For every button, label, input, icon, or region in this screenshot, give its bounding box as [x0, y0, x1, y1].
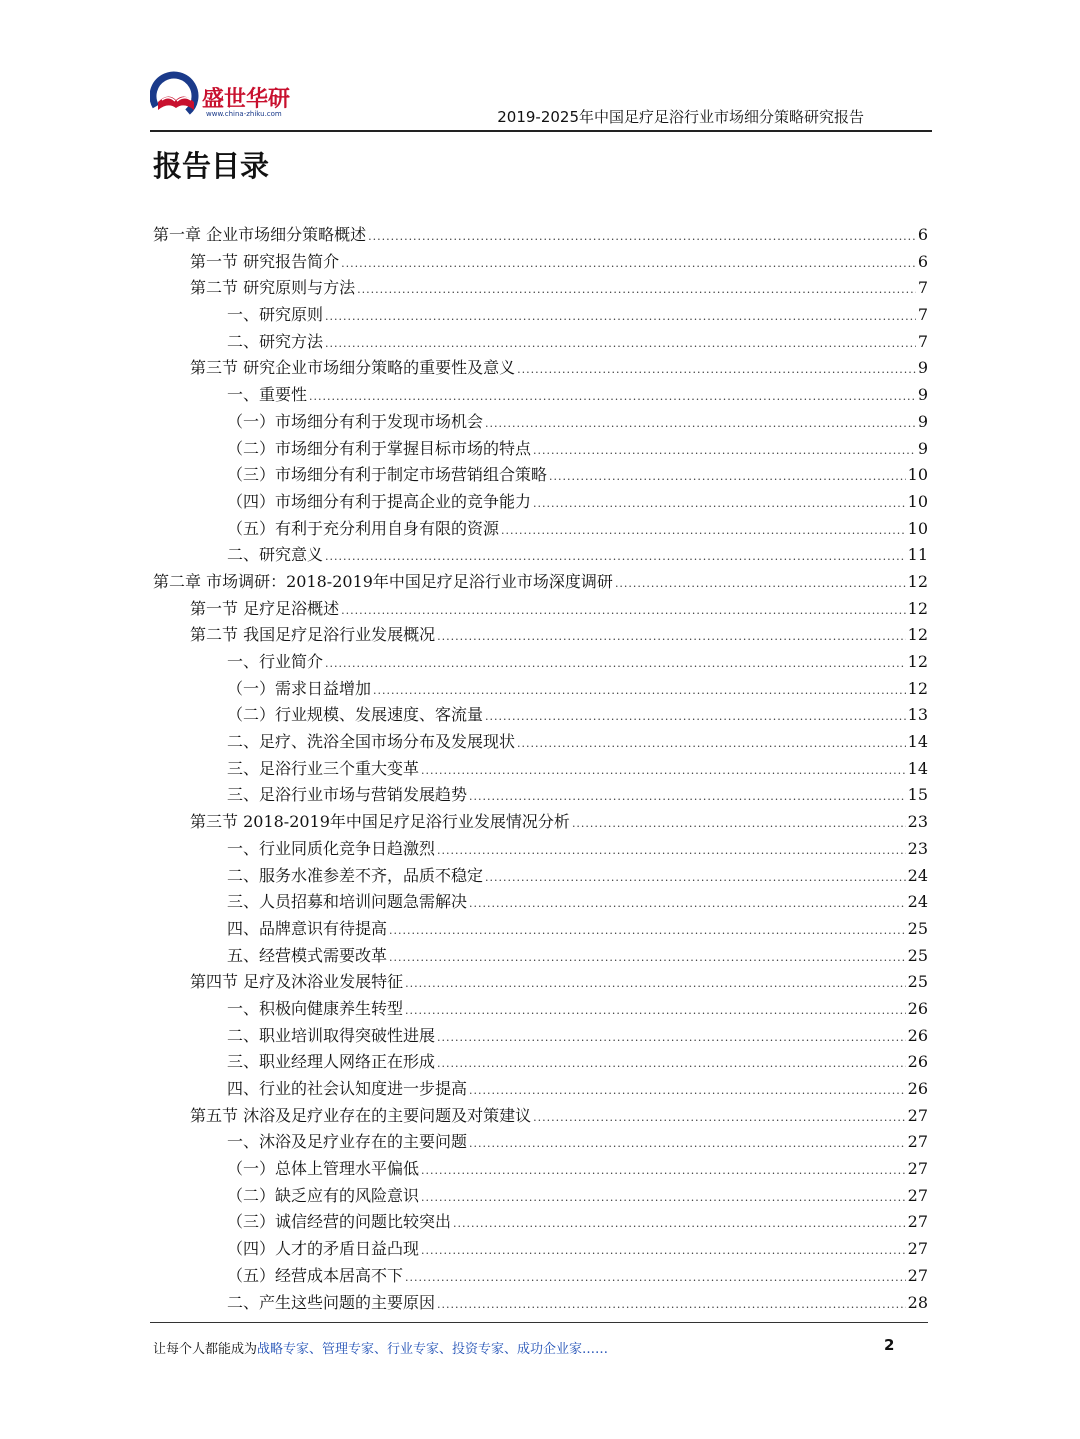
- toc-leader-dots: [325, 331, 916, 358]
- toc-entry[interactable]: [153, 1076, 928, 1103]
- toc-leader-dots: [469, 784, 906, 811]
- toc-leader-dots: [485, 865, 906, 892]
- toc-leader-dots: [325, 651, 906, 678]
- toc-entry-title: 第五节 沐浴及足疗业存在的主要问题及对策建议: [190, 1105, 532, 1125]
- toc-entry[interactable]: [153, 302, 928, 329]
- toc-entry-page: 27: [907, 1159, 928, 1179]
- toc-entry-title: 一、研究原则: [227, 305, 324, 325]
- toc-entry[interactable]: [153, 1236, 928, 1263]
- toc-entry-title: 二、产生这些问题的主要原因: [227, 1292, 436, 1312]
- toc-leader-dots: [421, 1158, 906, 1185]
- toc-leader-dots: [517, 357, 916, 384]
- toc-entry-title: 三、足浴行业三个重大变革: [227, 758, 420, 778]
- toc-entry[interactable]: [153, 809, 928, 836]
- toc-entry-page: 27: [907, 1265, 928, 1285]
- logo-url: www.china-zhiku.com: [206, 110, 282, 118]
- toc-leader-dots: [533, 491, 906, 518]
- toc-entry-page: 23: [907, 838, 928, 858]
- toc-entry-title: （一）总体上管理水平偏低: [227, 1159, 420, 1179]
- toc-entry-title: 一、行业同质化竞争日趋激烈: [227, 838, 436, 858]
- toc-entry[interactable]: [153, 943, 928, 970]
- toc-leader-dots: [453, 1211, 906, 1238]
- company-logo: [150, 68, 300, 124]
- toc-entry-page: 12: [907, 652, 928, 671]
- toc-entry[interactable]: [153, 409, 928, 436]
- toc-entry-page: 9: [917, 438, 928, 458]
- toc-leader-dots: [389, 945, 906, 972]
- toc-entry-title: 二、职业培训取得突破性进展: [227, 1025, 436, 1045]
- toc-entry[interactable]: [153, 1156, 928, 1183]
- toc-entry-page: 26: [907, 1052, 928, 1072]
- toc-leader-dots: [357, 277, 916, 304]
- toc-entry[interactable]: [153, 569, 928, 596]
- toc-entry-page: 24: [907, 865, 928, 885]
- toc-entry-page: 6: [917, 225, 928, 244]
- toc-entry-page: 27: [907, 1105, 928, 1125]
- toc-leader-dots: [405, 998, 906, 1025]
- page-title: 报告目录: [153, 149, 270, 183]
- toc-entry-title: 第三节 研究企业市场细分策略的重要性及意义: [190, 358, 516, 378]
- toc-entry[interactable]: [153, 649, 928, 676]
- toc-leader-dots: [368, 224, 916, 251]
- toc-entry-page: 10: [907, 491, 928, 511]
- toc-entry-page: 9: [917, 385, 928, 405]
- toc-entry-title: （五）有利于充分利用自身有限的资源: [227, 518, 500, 538]
- toc-leader-dots: [501, 518, 906, 545]
- toc-entry-title: 第四节 足疗及沐浴业发展特征: [190, 972, 404, 992]
- toc-leader-dots: [517, 731, 906, 758]
- toc-leader-dots: [421, 1185, 906, 1212]
- toc-entry[interactable]: [153, 329, 928, 356]
- toc-entry-title: 二、研究方法: [227, 331, 324, 351]
- toc-leader-dots: [437, 1051, 906, 1078]
- toc-entry-title: （一）市场细分有利于发现市场机会: [227, 411, 484, 431]
- toc-entry-page: 12: [907, 571, 928, 591]
- toc-entry[interactable]: [153, 676, 928, 703]
- toc-entry-title: （二）市场细分有利于掌握目标市场的特点: [227, 438, 532, 458]
- toc-entry[interactable]: [153, 702, 928, 729]
- toc-entry[interactable]: [153, 1129, 928, 1156]
- toc-entry-page: 27: [907, 1239, 928, 1259]
- toc-leader-dots: [421, 758, 906, 785]
- toc-leader-dots: [469, 891, 906, 918]
- toc-entry-page: 9: [917, 411, 928, 431]
- toc-entry-page: 6: [917, 251, 928, 271]
- toc-entry[interactable]: [153, 355, 928, 382]
- toc-entry-page: 27: [907, 1185, 928, 1205]
- footer-slogan: [153, 1338, 608, 1357]
- table-of-contents: [153, 222, 928, 1316]
- toc-entry-page: 14: [907, 758, 928, 778]
- toc-entry-page: 27: [907, 1132, 928, 1152]
- toc-entry-title: （三）诚信经营的问题比较突出: [227, 1212, 452, 1232]
- toc-entry[interactable]: [153, 1209, 928, 1236]
- toc-leader-dots: [437, 838, 906, 865]
- toc-entry-page: 24: [907, 892, 928, 912]
- toc-entry[interactable]: [153, 1103, 928, 1130]
- toc-entry[interactable]: [153, 462, 928, 489]
- toc-leader-dots: [405, 971, 906, 998]
- toc-entry-title: 一、重要性: [227, 385, 308, 405]
- footer-slogan-highlight: 战略专家、管理专家、行业专家、投资专家、成功企业家……: [257, 1342, 609, 1357]
- toc-entry-page: 23: [907, 812, 928, 832]
- toc-leader-dots: [325, 304, 916, 331]
- toc-entry[interactable]: [153, 275, 928, 302]
- toc-entry-title: 第二节 我国足疗足浴行业发展概况: [190, 625, 436, 645]
- toc-entry-title: 二、足疗、洗浴全国市场分布及发展现状: [227, 732, 516, 752]
- toc-entry[interactable]: [153, 1023, 928, 1050]
- toc-leader-dots: [437, 1292, 906, 1319]
- toc-leader-dots: [389, 918, 906, 945]
- toc-entry[interactable]: [153, 916, 928, 943]
- toc-entry-page: 26: [907, 1079, 928, 1098]
- toc-entry-title: 第二章 市场调研：2018-2019年中国足疗足浴行业市场深度调研: [153, 571, 613, 591]
- toc-entry[interactable]: [153, 516, 928, 543]
- toc-entry-page: 13: [907, 705, 928, 725]
- toc-entry-title: 四、品牌意识有待提高: [227, 918, 388, 938]
- toc-entry-title: （二）缺乏应有的风险意识: [227, 1185, 420, 1205]
- toc-entry[interactable]: [153, 249, 928, 276]
- toc-entry-title: （一）需求日益增加: [227, 678, 372, 698]
- toc-entry-title: 第二节 研究原则与方法: [190, 278, 356, 298]
- toc-leader-dots: [572, 811, 906, 838]
- toc-entry-page: 25: [907, 918, 928, 938]
- toc-entry-page: 12: [907, 598, 928, 618]
- toc-leader-dots: [469, 1078, 906, 1105]
- toc-entry[interactable]: [153, 436, 928, 463]
- toc-entry-title: （四）市场细分有利于提高企业的竞争能力: [227, 491, 532, 511]
- toc-leader-dots: [485, 411, 916, 438]
- toc-entry-page: 27: [907, 1212, 928, 1232]
- toc-entry-title: 第三节 2018-2019年中国足疗足浴行业发展情况分析: [190, 812, 570, 832]
- logo-name: 盛世华研: [202, 87, 291, 112]
- toc-entry-title: 第一节 研究报告简介: [190, 251, 340, 271]
- toc-entry-title: 一、行业简介: [227, 652, 324, 671]
- toc-leader-dots: [615, 571, 906, 598]
- toc-entry-title: （四）人才的矛盾日益凸现: [227, 1239, 420, 1259]
- toc-entry[interactable]: [153, 756, 928, 783]
- toc-entry-title: 第一节 足疗足浴概述: [190, 598, 340, 618]
- page-header: [150, 68, 932, 134]
- toc-entry-page: 11: [907, 545, 928, 565]
- toc-entry[interactable]: [153, 1183, 928, 1210]
- toc-entry-title: （五）经营成本居高不下: [227, 1265, 404, 1285]
- toc-entry[interactable]: [153, 1290, 928, 1317]
- footer-divider: [150, 1322, 928, 1323]
- toc-entry-title: 第一章 企业市场细分策略概述: [153, 225, 367, 244]
- toc-entry[interactable]: [153, 489, 928, 516]
- toc-entry[interactable]: [153, 1049, 928, 1076]
- toc-leader-dots: [469, 1131, 906, 1158]
- toc-entry[interactable]: [153, 836, 928, 863]
- toc-entry-page: 7: [917, 305, 928, 325]
- toc-entry[interactable]: [153, 863, 928, 890]
- toc-leader-dots: [405, 1265, 906, 1292]
- toc-entry-page: 10: [907, 518, 928, 538]
- page-number: 2: [884, 1336, 895, 1354]
- toc-entry-title: 三、职业经理人网络正在形成: [227, 1052, 436, 1072]
- toc-entry-page: 10: [907, 465, 928, 485]
- toc-entry-title: 五、经营模式需要改革: [227, 945, 388, 965]
- toc-entry[interactable]: [153, 596, 928, 623]
- toc-entry-page: 26: [907, 1025, 928, 1045]
- toc-entry[interactable]: [153, 542, 928, 569]
- logo-emblem-icon: [150, 68, 206, 124]
- toc-entry-page: 26: [907, 998, 928, 1018]
- toc-entry[interactable]: [153, 782, 928, 809]
- toc-leader-dots: [533, 1105, 906, 1132]
- toc-entry[interactable]: [153, 729, 928, 756]
- toc-entry[interactable]: [153, 1263, 928, 1290]
- toc-leader-dots: [421, 1238, 906, 1265]
- toc-leader-dots: [373, 678, 906, 705]
- toc-entry-page: 12: [907, 625, 928, 645]
- toc-entry-title: （三）市场细分有利于制定市场营销组合策略: [227, 465, 548, 485]
- toc-leader-dots: [485, 704, 906, 731]
- toc-entry-title: 三、足浴行业市场与营销发展趋势: [227, 785, 468, 805]
- toc-entry[interactable]: [153, 622, 928, 649]
- toc-entry-title: 二、研究意义: [227, 545, 324, 565]
- toc-entry-page: 12: [907, 678, 928, 698]
- toc-entry-title: 二、服务水准参差不齐，品质不稳定: [227, 865, 484, 885]
- toc-entry-title: 三、人员招募和培训问题急需解决: [227, 892, 468, 912]
- toc-entry-page: 14: [907, 732, 928, 752]
- toc-entry[interactable]: [153, 969, 928, 996]
- header-divider: [150, 130, 932, 132]
- footer-slogan-prefix: 让每个人都能成为: [153, 1342, 258, 1357]
- toc-entry[interactable]: [153, 889, 928, 916]
- toc-leader-dots: [341, 598, 906, 625]
- toc-leader-dots: [309, 384, 916, 411]
- toc-entry[interactable]: [153, 382, 928, 409]
- toc-entry[interactable]: [153, 222, 928, 249]
- toc-entry-title: 一、沐浴及足疗业存在的主要问题: [227, 1132, 468, 1152]
- toc-entry-page: 25: [907, 972, 928, 992]
- toc-entry-title: 一、积极向健康养生转型: [227, 998, 404, 1018]
- toc-entry-title: （二）行业规模、发展速度、客流量: [227, 705, 484, 725]
- toc-entry[interactable]: [153, 996, 928, 1023]
- toc-leader-dots: [325, 544, 906, 571]
- toc-leader-dots: [549, 464, 906, 491]
- toc-entry-title: 四、行业的社会认知度进一步提高: [227, 1079, 468, 1098]
- toc-entry-page: 9: [917, 358, 928, 378]
- toc-entry-page: 7: [917, 331, 928, 351]
- toc-leader-dots: [437, 1025, 906, 1052]
- toc-entry-page: 7: [917, 278, 928, 298]
- toc-entry-page: 28: [907, 1292, 928, 1312]
- toc-entry-page: 25: [907, 945, 928, 965]
- report-title: 2019-2025年中国足疗足浴行业市场细分策略研究报告: [497, 108, 864, 126]
- toc-leader-dots: [437, 624, 906, 651]
- toc-leader-dots: [341, 251, 916, 278]
- toc-leader-dots: [533, 438, 916, 465]
- toc-entry-page: 15: [907, 785, 928, 805]
